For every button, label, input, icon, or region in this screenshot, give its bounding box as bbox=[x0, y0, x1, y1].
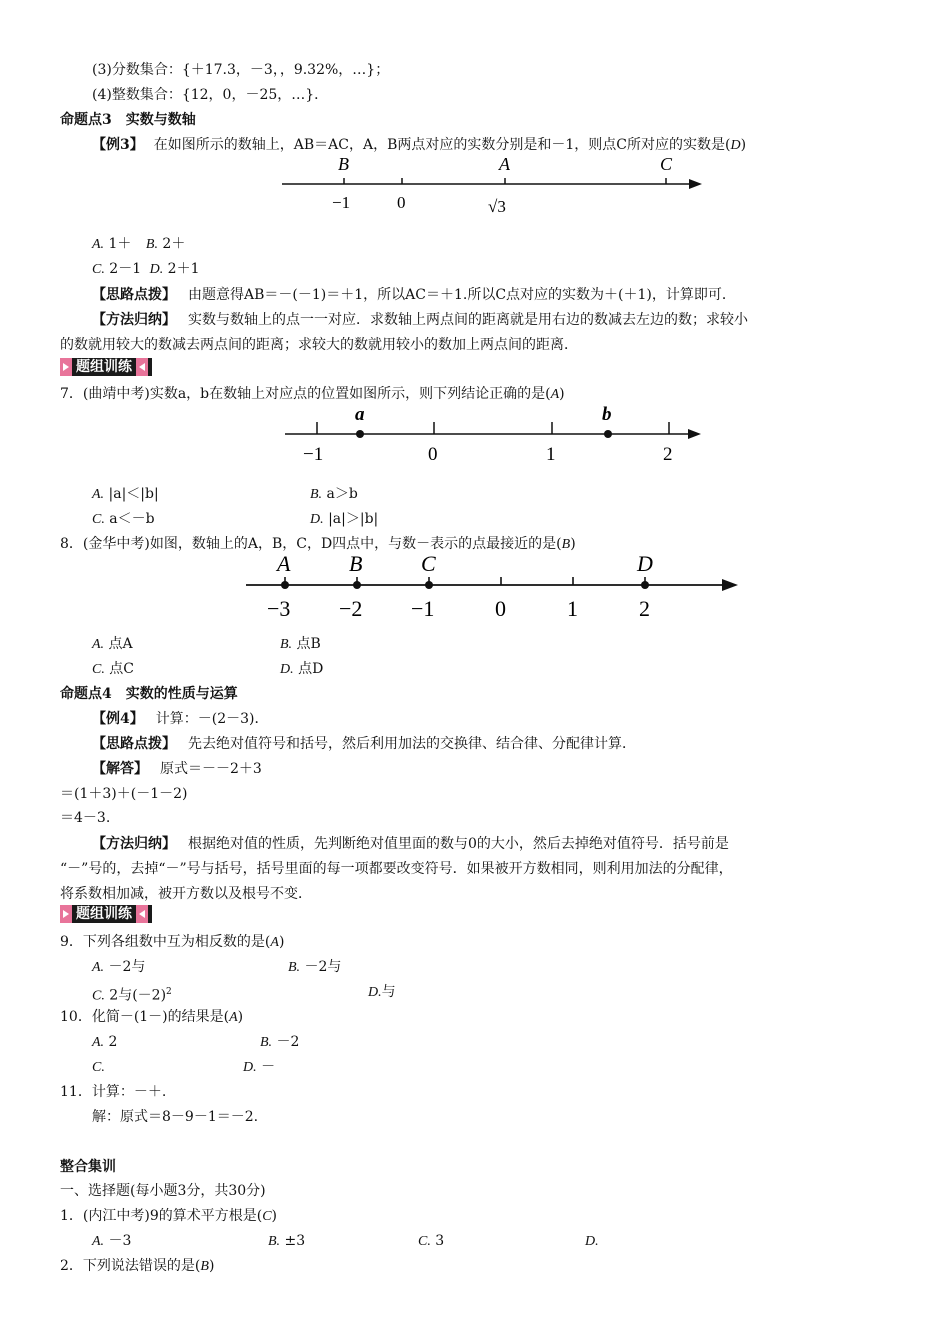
question-9 bbox=[60, 932, 284, 953]
option-c: 点C bbox=[109, 661, 135, 677]
tick-label-minus-3: −3 bbox=[267, 596, 291, 621]
point-label-a: A bbox=[499, 154, 510, 174]
q8-option-b bbox=[280, 634, 321, 655]
hint-4-text: 先去绝对值符号和括号，然后利用加法的交换律、结合律、分配律计算． bbox=[188, 736, 636, 752]
iq1-option-a bbox=[92, 1231, 131, 1252]
integrated-question-1-close: ) bbox=[271, 1208, 278, 1224]
tick-label-1: 1 bbox=[546, 444, 556, 465]
tick-label-1: 1 bbox=[567, 596, 578, 621]
point-label-b: b bbox=[602, 404, 612, 425]
option-a-letter: A. bbox=[92, 960, 105, 975]
axis-arrow bbox=[689, 179, 702, 189]
q7-option-d bbox=[310, 509, 378, 530]
option-b: 2＋ bbox=[162, 236, 186, 252]
option-a-letter: A. bbox=[92, 1035, 105, 1050]
example-3-close: ) bbox=[740, 137, 747, 153]
integrated-question-1-answer: C bbox=[262, 1209, 272, 1224]
play-icon bbox=[60, 358, 72, 376]
option-d-letter: D. bbox=[310, 512, 324, 527]
example-3-options-cd bbox=[92, 259, 199, 280]
tick-label-sqrt3: √3 bbox=[488, 197, 506, 216]
answer-4-line-1: 原式＝－－2＋3 bbox=[160, 761, 262, 777]
option-b: －2 bbox=[276, 1034, 300, 1050]
method-4 bbox=[92, 834, 729, 854]
iq1-option-d bbox=[585, 1231, 599, 1252]
option-a: 点A bbox=[108, 636, 133, 652]
hint-3-text: 由题意得AB＝－(－1)＝＋1，所以AC＝＋1.所以C点对应的实数为＋(＋1)，计算即可． bbox=[188, 287, 736, 303]
question-10-text: 10．化简－(1－)的结果是( bbox=[60, 1009, 230, 1025]
option-a: 1＋ bbox=[108, 236, 132, 252]
q8-option-c bbox=[92, 659, 134, 680]
answer-4-line-3: ＝4－3. bbox=[60, 810, 111, 826]
option-b-letter: B. bbox=[310, 487, 323, 502]
option-b-letter: B. bbox=[280, 637, 293, 652]
iq1-option-b bbox=[268, 1231, 305, 1252]
example-3-answer: D bbox=[730, 138, 741, 153]
question-9-text: 9．下列各组数中互为相反数的是( bbox=[60, 934, 271, 950]
option-a: －2与 bbox=[108, 959, 146, 975]
section-3-title: 命题点3 实数与数轴 bbox=[60, 112, 196, 128]
question-10-close: ) bbox=[237, 1009, 244, 1025]
option-d-letter: D. bbox=[243, 1060, 257, 1075]
integer-set-line: (4)整数集合：{12，0，－25，…}． bbox=[92, 87, 329, 103]
q9-option-d bbox=[368, 982, 396, 1003]
integrated-part-1: 一、选择题(每小题3分，共30分) bbox=[60, 1183, 266, 1199]
answer-4-label: 【解答】 bbox=[92, 761, 148, 777]
option-b: ±3 bbox=[284, 1233, 306, 1249]
method-3-label: 【方法归纳】 bbox=[92, 312, 176, 328]
tick-label-2: 2 bbox=[639, 596, 650, 621]
method-3-text-2: 的数就用较大的数减去两点间的距离；求较大的数就用较小的数加上两点间的距离． bbox=[60, 337, 578, 353]
option-b-letter: B. bbox=[260, 1035, 273, 1050]
option-c-letter: C. bbox=[92, 1060, 105, 1075]
option-a-letter: A. bbox=[92, 1234, 105, 1249]
number-line-q7 bbox=[275, 400, 715, 470]
example-3-label: 【例3】 bbox=[92, 137, 144, 153]
question-10-answer: A bbox=[229, 1010, 238, 1025]
method-4-text-2: “－”号的，去掉“－”号与括号，括号里面的每一项都要改变符号．如果被开方数相同，则利用加法的分配律， bbox=[60, 861, 733, 877]
axis-arrow bbox=[688, 429, 701, 439]
number-line-example-3 bbox=[270, 150, 720, 220]
question-8-answer: B bbox=[561, 537, 571, 552]
q10-option-d bbox=[243, 1057, 275, 1078]
back-icon bbox=[136, 358, 148, 376]
method-4-label: 【方法归纳】 bbox=[92, 836, 176, 852]
group-training-tag bbox=[60, 358, 152, 376]
q7-option-b bbox=[310, 484, 358, 505]
q8-option-d bbox=[280, 659, 323, 680]
question-8-close: ) bbox=[570, 536, 576, 552]
option-c: 2与(－2) bbox=[109, 987, 167, 1004]
option-c-exponent: 2 bbox=[166, 987, 172, 997]
question-9-close: ) bbox=[278, 934, 285, 950]
option-d-letter: D. bbox=[280, 662, 294, 677]
axis-arrow bbox=[722, 579, 738, 591]
example-3-text: 在如图所示的数轴上，AB＝AC，A，B两点对应的实数分别是和－1，则点C所对应的实数是( bbox=[153, 137, 731, 153]
tick-label-minus-1: −1 bbox=[332, 193, 351, 212]
method-3 bbox=[92, 310, 748, 330]
back-icon bbox=[136, 905, 148, 923]
q10-option-a bbox=[92, 1032, 117, 1053]
hint-3 bbox=[92, 285, 736, 305]
section-4-title: 命题点4 实数的性质与运算 bbox=[60, 686, 238, 702]
option-d-letter: D. bbox=[149, 262, 164, 277]
q9-option-b bbox=[288, 957, 341, 978]
option-c-letter: C. bbox=[92, 262, 105, 277]
integrated-question-2 bbox=[60, 1256, 214, 1277]
option-c-letter: C. bbox=[92, 988, 105, 1004]
option-b: －2与 bbox=[304, 959, 342, 975]
question-10 bbox=[60, 1007, 243, 1028]
option-d: 点D bbox=[298, 661, 324, 677]
q7-option-c bbox=[92, 509, 155, 530]
method-3-text-1: 实数与数轴上的点一一对应．求数轴上两点间的距离就是用右边的数减去左边的数；求较小 bbox=[188, 312, 748, 328]
iq1-option-c bbox=[418, 1231, 444, 1252]
integrated-question-2-answer: B bbox=[200, 1259, 209, 1274]
example-4 bbox=[92, 709, 269, 729]
method-4-text-1: 根据绝对值的性质，先判断绝对值里面的数与0的大小，然后去掉绝对值符号．括号前是 bbox=[188, 836, 729, 852]
example-3-options-ab bbox=[92, 234, 185, 255]
question-11-solution: 解：原式＝8－9－1＝－2. bbox=[92, 1109, 259, 1125]
point-b-dot bbox=[604, 430, 612, 438]
hint-3-label: 【思路点拨】 bbox=[92, 287, 176, 303]
number-line-q8 bbox=[240, 548, 750, 628]
option-b: 点B bbox=[296, 636, 321, 652]
answer-4-line-2: ＝(1＋3)＋(－1－2) bbox=[60, 786, 188, 802]
option-a: 2 bbox=[108, 1034, 118, 1050]
point-label-b: B bbox=[349, 551, 363, 576]
option-d: |a|＞|b| bbox=[328, 511, 379, 527]
option-d-letter: D. bbox=[585, 1234, 599, 1249]
option-a: －3 bbox=[108, 1233, 132, 1249]
point-label-a: a bbox=[355, 404, 365, 425]
question-7-text: 7．(曲靖中考)实数a，b在数轴上对应点的位置如图所示，则下列结论正确的是( bbox=[60, 386, 551, 402]
question-9-answer: A bbox=[270, 935, 279, 950]
tick-label-0: 0 bbox=[428, 444, 438, 465]
question-11-text: 11．计算：－＋. bbox=[60, 1084, 167, 1100]
tick-label-0: 0 bbox=[495, 596, 506, 621]
example-4-text: 计算：－(2－3)． bbox=[155, 711, 269, 727]
tick-label-minus-1: −1 bbox=[303, 444, 324, 465]
point-label-c: C bbox=[660, 154, 673, 174]
point-a-dot bbox=[281, 581, 289, 589]
question-8-text: 8．(金华中考)如图，数轴上的A，B，C，D四点中，与数－表示的点最接近的是( bbox=[60, 536, 562, 552]
tick-label-0: 0 bbox=[397, 193, 406, 212]
q8-option-a bbox=[92, 634, 133, 655]
play-icon bbox=[60, 905, 72, 923]
integrated-question-1 bbox=[60, 1206, 277, 1227]
option-a: |a|＜|b| bbox=[108, 486, 159, 502]
answer-4 bbox=[92, 759, 262, 779]
option-c-letter: C. bbox=[92, 512, 105, 527]
option-d: 2＋1 bbox=[167, 261, 200, 277]
option-c-letter: C. bbox=[92, 662, 105, 677]
integrated-question-2-close: ) bbox=[208, 1258, 215, 1274]
option-a-letter: A. bbox=[92, 637, 105, 652]
question-7-answer: A bbox=[550, 387, 560, 402]
option-d-letter: D. bbox=[368, 985, 382, 1000]
option-d: 与 bbox=[381, 984, 396, 1000]
option-a-letter: A. bbox=[92, 487, 105, 502]
q7-option-a bbox=[92, 484, 159, 505]
option-c-letter: C. bbox=[418, 1234, 431, 1249]
tick-label-2: 2 bbox=[663, 444, 673, 465]
point-label-a: A bbox=[277, 551, 291, 576]
integrated-question-1-text: 1．(内江中考)9的算术平方根是( bbox=[60, 1208, 263, 1224]
q9-option-c bbox=[92, 982, 172, 1007]
tick-label-minus-1: −1 bbox=[411, 596, 435, 621]
q9-option-a bbox=[92, 957, 145, 978]
point-label-c: C bbox=[421, 551, 436, 576]
option-b-letter: B. bbox=[268, 1234, 281, 1249]
option-b: a＞b bbox=[326, 486, 358, 502]
point-d-dot bbox=[641, 581, 649, 589]
option-c: a＜－b bbox=[109, 511, 155, 527]
point-label-d: D bbox=[637, 551, 653, 576]
question-7-close: ) bbox=[559, 386, 565, 402]
point-a-dot bbox=[356, 430, 364, 438]
option-b-letter: B. bbox=[145, 237, 158, 252]
point-c-dot bbox=[425, 581, 433, 589]
option-b-letter: B. bbox=[288, 960, 301, 975]
option-a-letter: A. bbox=[92, 237, 105, 252]
tick-label-minus-2: −2 bbox=[339, 596, 363, 621]
q10-option-b bbox=[260, 1032, 299, 1053]
q10-option-c bbox=[92, 1057, 105, 1078]
option-c: 3 bbox=[435, 1233, 445, 1249]
group-training-label: 题组训练 bbox=[76, 906, 132, 922]
point-label-b: B bbox=[338, 154, 349, 174]
integrated-question-2-text: 2．下列说法错误的是( bbox=[60, 1258, 201, 1274]
group-training-tag-2 bbox=[60, 905, 152, 923]
hint-4 bbox=[92, 734, 636, 754]
point-b-dot bbox=[353, 581, 361, 589]
group-training-label: 题组训练 bbox=[76, 359, 132, 375]
option-d: － bbox=[261, 1059, 276, 1075]
hint-4-label: 【思路点拨】 bbox=[92, 736, 176, 752]
method-4-text-3: 将系数相加减，被开方数以及根号不变． bbox=[60, 886, 312, 902]
option-c: 2－1 bbox=[109, 261, 142, 277]
example-4-label: 【例4】 bbox=[92, 711, 144, 727]
integrated-title: 整合集训 bbox=[60, 1159, 116, 1175]
fraction-set-line: (3)分数集合：{＋17.3，－3，，9.32%，…}； bbox=[92, 62, 390, 78]
